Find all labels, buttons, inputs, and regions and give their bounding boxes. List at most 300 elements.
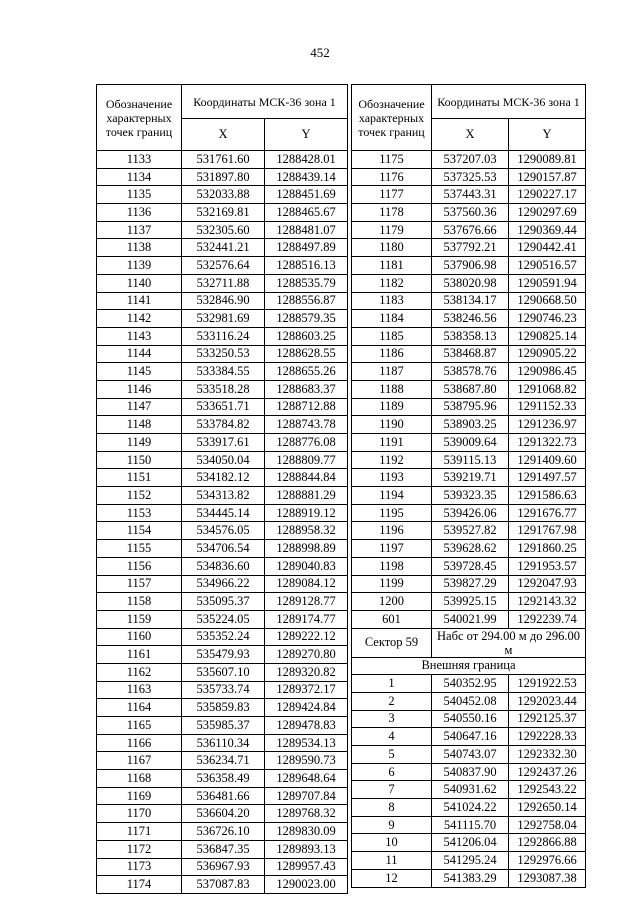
- y-coordinate-cell: 1289270.80: [265, 646, 348, 664]
- table-row: [97, 310, 348, 328]
- point-id-cell: 1170: [97, 805, 182, 823]
- y-coordinate-cell: 1292758.04: [509, 816, 586, 834]
- y-coordinate-cell: 1288451.69: [265, 186, 348, 204]
- table-row: [97, 327, 348, 345]
- point-id-cell: 1177: [352, 186, 432, 204]
- table-row: [97, 805, 348, 823]
- x-coordinate-cell: 539115.13: [432, 451, 509, 469]
- table-row: [97, 504, 348, 522]
- point-id-cell: 1134: [97, 168, 182, 186]
- y-coordinate-cell: 1289893.13: [265, 840, 348, 858]
- point-id-cell: 1133: [97, 151, 182, 169]
- x-coordinate-cell: 537325.53: [432, 168, 509, 186]
- table-row: [352, 522, 586, 540]
- x-coordinate-cell: 535985.37: [182, 717, 265, 735]
- sector-rows: [352, 675, 586, 887]
- table-row: [97, 770, 348, 788]
- point-id-cell: 1197: [352, 540, 432, 558]
- point-id-cell: 1159: [97, 610, 182, 628]
- y-coordinate-cell: 1292437.26: [509, 763, 586, 781]
- point-id-cell: 1161: [97, 646, 182, 664]
- table-row: [352, 557, 586, 575]
- point-id-cell: 1163: [97, 681, 182, 699]
- table-row: [352, 345, 586, 363]
- point-id-cell: 12: [352, 869, 432, 887]
- y-coordinate-cell: 1288881.29: [265, 487, 348, 505]
- y-coordinate-cell: 1292023.44: [509, 692, 586, 710]
- table-row: [97, 858, 348, 876]
- table-row: [352, 239, 586, 257]
- point-id-cell: 1182: [352, 274, 432, 292]
- point-id-cell: 1189: [352, 398, 432, 416]
- y-coordinate-cell: 1291676.77: [509, 504, 586, 522]
- point-id-cell: 1196: [352, 522, 432, 540]
- point-id-cell: 1166: [97, 734, 182, 752]
- x-coordinate-cell: 541206.04: [432, 834, 509, 852]
- table-row: [352, 816, 586, 834]
- y-coordinate-cell: 1290905.22: [509, 345, 586, 363]
- header-label: Обозначение характерных точек границ: [97, 85, 182, 151]
- table-row: [352, 746, 586, 764]
- y-coordinate-cell: 1289957.43: [265, 858, 348, 876]
- point-id-cell: 4: [352, 728, 432, 746]
- point-id-cell: 1198: [352, 557, 432, 575]
- x-coordinate-cell: 539009.64: [432, 434, 509, 452]
- table-row: [352, 710, 586, 728]
- point-id-cell: 8: [352, 799, 432, 817]
- point-id-cell: 1148: [97, 416, 182, 434]
- x-coordinate-cell: 533384.55: [182, 363, 265, 381]
- point-id-cell: 1155: [97, 540, 182, 558]
- x-coordinate-cell: 540452.08: [432, 692, 509, 710]
- point-id-cell: 1167: [97, 752, 182, 770]
- y-coordinate-cell: 1289590.73: [265, 752, 348, 770]
- point-id-cell: 1187: [352, 363, 432, 381]
- coordinates-table-left: [96, 84, 348, 894]
- table-row: [352, 799, 586, 817]
- x-coordinate-cell: 531761.60: [182, 151, 265, 169]
- x-coordinate-cell: 533116.24: [182, 327, 265, 345]
- y-coordinate-cell: 1288481.07: [265, 221, 348, 239]
- y-coordinate-cell: 1288776.08: [265, 434, 348, 452]
- y-coordinate-cell: 1290023.00: [265, 876, 348, 894]
- point-id-cell: 1181: [352, 257, 432, 275]
- point-id-cell: 9: [352, 816, 432, 834]
- x-coordinate-cell: 532305.60: [182, 221, 265, 239]
- table-row: [352, 327, 586, 345]
- x-coordinate-cell: 534966.22: [182, 575, 265, 593]
- table-row: [352, 834, 586, 852]
- y-coordinate-cell: 1290986.45: [509, 363, 586, 381]
- point-id-cell: 1: [352, 675, 432, 693]
- y-coordinate-cell: 1290746.23: [509, 310, 586, 328]
- table-row: [352, 610, 586, 628]
- y-coordinate-cell: 1289424.84: [265, 699, 348, 717]
- point-id-cell: 1190: [352, 416, 432, 434]
- sector-header: [352, 628, 586, 675]
- point-id-cell: 1178: [352, 204, 432, 222]
- x-coordinate-cell: 539323.35: [432, 487, 509, 505]
- point-id-cell: 1164: [97, 699, 182, 717]
- point-id-cell: 1180: [352, 239, 432, 257]
- x-coordinate-cell: 538358.13: [432, 327, 509, 345]
- x-coordinate-cell: 539219.71: [432, 469, 509, 487]
- x-coordinate-cell: 535352.24: [182, 628, 265, 646]
- table-row: [97, 663, 348, 681]
- x-coordinate-cell: 534576.05: [182, 522, 265, 540]
- y-coordinate-cell: 1288579.35: [265, 310, 348, 328]
- y-coordinate-cell: 1288655.26: [265, 363, 348, 381]
- table-row: [97, 540, 348, 558]
- point-id-cell: 1169: [97, 787, 182, 805]
- table-row: [352, 763, 586, 781]
- point-id-cell: 6: [352, 763, 432, 781]
- point-id-cell: 1141: [97, 292, 182, 310]
- table-row: [97, 345, 348, 363]
- table-row: [97, 823, 348, 841]
- x-coordinate-cell: 532033.88: [182, 186, 265, 204]
- x-coordinate-cell: 532441.21: [182, 239, 265, 257]
- y-coordinate-cell: 1291322.73: [509, 434, 586, 452]
- y-coordinate-cell: 1291152.33: [509, 398, 586, 416]
- y-coordinate-cell: 1289534.13: [265, 734, 348, 752]
- y-coordinate-cell: 1290591.94: [509, 274, 586, 292]
- table-row: [97, 734, 348, 752]
- x-coordinate-cell: 538795.96: [432, 398, 509, 416]
- y-coordinate-cell: 1290442.41: [509, 239, 586, 257]
- y-coordinate-cell: 1289040.83: [265, 557, 348, 575]
- point-id-cell: 1174: [97, 876, 182, 894]
- table-row: [352, 469, 586, 487]
- y-coordinate-cell: 1288628.55: [265, 345, 348, 363]
- y-coordinate-cell: 1288465.67: [265, 204, 348, 222]
- table-row: [352, 257, 586, 275]
- table-row: [97, 840, 348, 858]
- x-coordinate-cell: 532169.81: [182, 204, 265, 222]
- point-id-cell: 1144: [97, 345, 182, 363]
- table-row: [97, 717, 348, 735]
- x-coordinate-cell: 541115.70: [432, 816, 509, 834]
- table-row: [352, 186, 586, 204]
- x-coordinate-cell: 533651.71: [182, 398, 265, 416]
- x-coordinate-cell: 534313.82: [182, 487, 265, 505]
- x-coordinate-cell: 536358.49: [182, 770, 265, 788]
- table-row: [97, 575, 348, 593]
- table-row: [352, 151, 586, 169]
- y-coordinate-cell: 1288844.84: [265, 469, 348, 487]
- y-coordinate-cell: 1292047.93: [509, 575, 586, 593]
- y-coordinate-cell: 1290516.57: [509, 257, 586, 275]
- y-coordinate-cell: 1292332.30: [509, 746, 586, 764]
- table-row: [97, 752, 348, 770]
- y-coordinate-cell: 1291068.82: [509, 380, 586, 398]
- x-coordinate-cell: 536847.35: [182, 840, 265, 858]
- x-coordinate-cell: 532981.69: [182, 310, 265, 328]
- table-row: [352, 292, 586, 310]
- point-id-cell: 1154: [97, 522, 182, 540]
- y-coordinate-cell: 1289128.77: [265, 593, 348, 611]
- table-row: [97, 168, 348, 186]
- x-coordinate-cell: 540743.07: [432, 746, 509, 764]
- point-id-cell: 1135: [97, 186, 182, 204]
- y-coordinate-cell: 1290668.50: [509, 292, 586, 310]
- point-id-cell: 1138: [97, 239, 182, 257]
- x-coordinate-cell: 538903.25: [432, 416, 509, 434]
- x-coordinate-cell: 537560.36: [432, 204, 509, 222]
- table-row: [352, 363, 586, 381]
- table-row: [97, 876, 348, 894]
- x-coordinate-cell: 536481.66: [182, 787, 265, 805]
- x-coordinate-cell: 538246.56: [432, 310, 509, 328]
- x-coordinate-cell: 533784.82: [182, 416, 265, 434]
- y-coordinate-cell: 1292228.33: [509, 728, 586, 746]
- y-coordinate-cell: 1288497.89: [265, 239, 348, 257]
- table-row: [352, 504, 586, 522]
- y-coordinate-cell: 1290089.81: [509, 151, 586, 169]
- point-id-cell: 1143: [97, 327, 182, 345]
- header-label: Обозначение характерных точек границ: [352, 85, 432, 151]
- table-row: [97, 257, 348, 275]
- y-coordinate-cell: 1292239.74: [509, 610, 586, 628]
- outer-boundary-label: Внешняя граница: [352, 657, 586, 675]
- x-coordinate-cell: 537087.83: [182, 876, 265, 894]
- y-coordinate-cell: 1290825.14: [509, 327, 586, 345]
- y-coordinate-cell: 1290227.17: [509, 186, 586, 204]
- x-coordinate-cell: 538020.98: [432, 274, 509, 292]
- x-coordinate-cell: 532711.88: [182, 274, 265, 292]
- table-row: [97, 186, 348, 204]
- x-coordinate-cell: 535095.37: [182, 593, 265, 611]
- point-id-cell: 1158: [97, 593, 182, 611]
- x-coordinate-cell: 536726.10: [182, 823, 265, 841]
- point-id-cell: 1152: [97, 487, 182, 505]
- y-coordinate-cell: 1289707.84: [265, 787, 348, 805]
- x-coordinate-cell: 538578.76: [432, 363, 509, 381]
- y-coordinate-cell: 1292143.32: [509, 593, 586, 611]
- table-row: [97, 274, 348, 292]
- y-coordinate-cell: 1288556.87: [265, 292, 348, 310]
- table-row: [352, 781, 586, 799]
- table-row: [352, 575, 586, 593]
- table-row: [97, 204, 348, 222]
- x-coordinate-cell: 534836.60: [182, 557, 265, 575]
- y-coordinate-cell: 1292543.22: [509, 781, 586, 799]
- x-coordinate-cell: 538687.80: [432, 380, 509, 398]
- y-coordinate-cell: 1289372.17: [265, 681, 348, 699]
- point-id-cell: 1153: [97, 504, 182, 522]
- x-coordinate-cell: 536110.34: [182, 734, 265, 752]
- x-coordinate-cell: 532576.64: [182, 257, 265, 275]
- x-coordinate-cell: 531897.80: [182, 168, 265, 186]
- point-id-cell: 1140: [97, 274, 182, 292]
- point-id-cell: 1139: [97, 257, 182, 275]
- table-row: [97, 363, 348, 381]
- x-coordinate-cell: 533518.28: [182, 380, 265, 398]
- y-coordinate-cell: 1292976.66: [509, 852, 586, 870]
- y-coordinate-cell: 1288428.01: [265, 151, 348, 169]
- table-row: [97, 416, 348, 434]
- x-coordinate-cell: 534706.54: [182, 540, 265, 558]
- y-coordinate-cell: 1292650.14: [509, 799, 586, 817]
- x-coordinate-cell: 539728.45: [432, 557, 509, 575]
- point-id-cell: 1156: [97, 557, 182, 575]
- x-coordinate-cell: 540931.62: [432, 781, 509, 799]
- table-row: [97, 398, 348, 416]
- point-id-cell: 1195: [352, 504, 432, 522]
- page-number: 452: [310, 45, 330, 60]
- header-y: Y: [265, 119, 348, 151]
- table-row: [352, 593, 586, 611]
- x-coordinate-cell: 537906.98: [432, 257, 509, 275]
- x-coordinate-cell: 536967.93: [182, 858, 265, 876]
- point-id-cell: 2: [352, 692, 432, 710]
- x-coordinate-cell: 538468.87: [432, 345, 509, 363]
- point-id-cell: 1192: [352, 451, 432, 469]
- header-coords-title: Координаты МСК-36 зона 1: [432, 85, 586, 119]
- y-coordinate-cell: 1289084.12: [265, 575, 348, 593]
- y-coordinate-cell: 1291409.60: [509, 451, 586, 469]
- point-id-cell: 1183: [352, 292, 432, 310]
- table-row: [352, 274, 586, 292]
- point-id-cell: 601: [352, 610, 432, 628]
- y-coordinate-cell: 1291236.97: [509, 416, 586, 434]
- x-coordinate-cell: 541024.22: [432, 799, 509, 817]
- y-coordinate-cell: 1289648.64: [265, 770, 348, 788]
- table-row: [97, 646, 348, 664]
- table-row: [352, 380, 586, 398]
- y-coordinate-cell: 1290157.87: [509, 168, 586, 186]
- y-coordinate-cell: 1289320.82: [265, 663, 348, 681]
- table-row: [352, 416, 586, 434]
- coordinates-table-right: [351, 84, 586, 888]
- y-coordinate-cell: 1291922.53: [509, 675, 586, 693]
- point-id-cell: 1200: [352, 593, 432, 611]
- x-coordinate-cell: 535607.10: [182, 663, 265, 681]
- point-id-cell: 1147: [97, 398, 182, 416]
- y-coordinate-cell: 1289478.83: [265, 717, 348, 735]
- x-coordinate-cell: 539827.29: [432, 575, 509, 593]
- y-coordinate-cell: 1288919.12: [265, 504, 348, 522]
- y-coordinate-cell: 1288516.13: [265, 257, 348, 275]
- sector-name: Сектор 59: [352, 628, 432, 657]
- y-coordinate-cell: 1288809.77: [265, 451, 348, 469]
- table-row: [352, 221, 586, 239]
- point-id-cell: 1136: [97, 204, 182, 222]
- x-coordinate-cell: 535733.74: [182, 681, 265, 699]
- y-coordinate-cell: 1289830.09: [265, 823, 348, 841]
- table-row: [97, 239, 348, 257]
- point-id-cell: 1194: [352, 487, 432, 505]
- x-coordinate-cell: 540550.16: [432, 710, 509, 728]
- x-coordinate-cell: 539527.82: [432, 522, 509, 540]
- point-id-cell: 3: [352, 710, 432, 728]
- point-id-cell: 1199: [352, 575, 432, 593]
- x-coordinate-cell: 541383.29: [432, 869, 509, 887]
- header-coords-title: Координаты МСК-36 зона 1: [182, 85, 348, 119]
- table-row: [97, 380, 348, 398]
- x-coordinate-cell: 541295.24: [432, 852, 509, 870]
- y-coordinate-cell: 1288603.25: [265, 327, 348, 345]
- table-row: [97, 628, 348, 646]
- point-id-cell: 1172: [97, 840, 182, 858]
- point-id-cell: 1173: [97, 858, 182, 876]
- x-coordinate-cell: 539426.06: [432, 504, 509, 522]
- point-id-cell: 1186: [352, 345, 432, 363]
- point-id-cell: 1137: [97, 221, 182, 239]
- x-coordinate-cell: 536604.20: [182, 805, 265, 823]
- table-row: [97, 292, 348, 310]
- point-id-cell: 1150: [97, 451, 182, 469]
- table-row: [97, 434, 348, 452]
- table-row: [352, 434, 586, 452]
- point-id-cell: 1162: [97, 663, 182, 681]
- table-row: [352, 451, 586, 469]
- table-row: [97, 610, 348, 628]
- table-row: [352, 168, 586, 186]
- y-coordinate-cell: 1291860.25: [509, 540, 586, 558]
- table-row: [97, 487, 348, 505]
- table-row: [352, 398, 586, 416]
- table-row: [352, 204, 586, 222]
- point-id-cell: 1146: [97, 380, 182, 398]
- sector-elevation: Набс от 294.00 м до 296.00 м: [432, 628, 586, 657]
- point-id-cell: 1191: [352, 434, 432, 452]
- point-id-cell: 1142: [97, 310, 182, 328]
- header-y: Y: [509, 119, 586, 151]
- y-coordinate-cell: 1288683.37: [265, 380, 348, 398]
- point-id-cell: 1145: [97, 363, 182, 381]
- y-coordinate-cell: 1288958.32: [265, 522, 348, 540]
- table-row: [97, 593, 348, 611]
- table-row: [352, 869, 586, 887]
- table-row: [97, 451, 348, 469]
- table-row: [97, 522, 348, 540]
- table-row: [97, 221, 348, 239]
- x-coordinate-cell: 536234.71: [182, 752, 265, 770]
- table-row: [97, 681, 348, 699]
- x-coordinate-cell: 534182.12: [182, 469, 265, 487]
- table-row: [352, 310, 586, 328]
- x-coordinate-cell: 538134.17: [432, 292, 509, 310]
- y-coordinate-cell: 1289222.12: [265, 628, 348, 646]
- point-id-cell: 1188: [352, 380, 432, 398]
- point-id-cell: 1179: [352, 221, 432, 239]
- y-coordinate-cell: 1291586.63: [509, 487, 586, 505]
- y-coordinate-cell: 1291953.57: [509, 557, 586, 575]
- table-row: [97, 557, 348, 575]
- y-coordinate-cell: 1292866.88: [509, 834, 586, 852]
- x-coordinate-cell: 534445.14: [182, 504, 265, 522]
- y-coordinate-cell: 1292125.37: [509, 710, 586, 728]
- point-id-cell: 1165: [97, 717, 182, 735]
- table-row: [97, 469, 348, 487]
- point-id-cell: 1193: [352, 469, 432, 487]
- header-x: X: [182, 119, 265, 151]
- table-row: [352, 675, 586, 693]
- point-id-cell: 1176: [352, 168, 432, 186]
- x-coordinate-cell: 535479.93: [182, 646, 265, 664]
- table-row: [97, 699, 348, 717]
- x-coordinate-cell: 535224.05: [182, 610, 265, 628]
- x-coordinate-cell: 539925.15: [432, 593, 509, 611]
- y-coordinate-cell: 1291767.98: [509, 522, 586, 540]
- x-coordinate-cell: 539628.62: [432, 540, 509, 558]
- y-coordinate-cell: 1289768.32: [265, 805, 348, 823]
- point-id-cell: 10: [352, 834, 432, 852]
- point-id-cell: 1185: [352, 327, 432, 345]
- y-coordinate-cell: 1293087.38: [509, 869, 586, 887]
- y-coordinate-cell: 1289174.77: [265, 610, 348, 628]
